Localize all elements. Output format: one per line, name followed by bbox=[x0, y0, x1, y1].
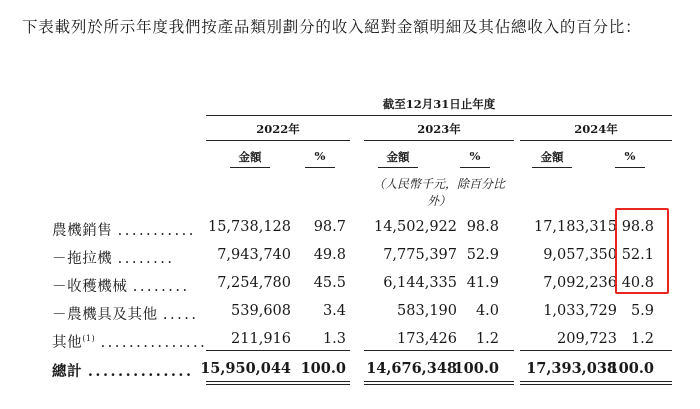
year-header-2022: 2022年 bbox=[256, 122, 300, 136]
subtotal-rule bbox=[520, 350, 672, 351]
table-cell: 4.0 bbox=[475, 303, 499, 319]
table-cell: 52.9 bbox=[466, 247, 499, 263]
col-rule bbox=[615, 167, 645, 168]
row-label-text: 農機銷售 bbox=[52, 223, 113, 239]
row-harvesters-label bbox=[52, 275, 190, 296]
intro-paragraph: 下表載列於所示年度我們按產品類別劃分的收入絕對金額明細及其佔總收入的百分比： bbox=[22, 18, 642, 36]
unit-note: （人民幣千元，除百分比外） bbox=[372, 177, 505, 208]
table-cell: 41.9 bbox=[466, 275, 499, 291]
table-cell: 211,916 bbox=[231, 331, 291, 347]
col-percent-2024: % bbox=[624, 149, 636, 163]
total-double-rule bbox=[364, 381, 514, 382]
col-rule bbox=[305, 167, 335, 168]
table-cell: 98.7 bbox=[313, 219, 346, 235]
leader-dots: ........... bbox=[117, 223, 196, 239]
table-cell: 45.5 bbox=[313, 275, 346, 291]
leader-dots: ........ bbox=[132, 279, 190, 295]
subtotal-rule bbox=[364, 350, 514, 351]
table-cell: 3.4 bbox=[322, 303, 346, 319]
highlight-box bbox=[615, 208, 669, 294]
header-rule bbox=[206, 115, 672, 116]
row-machinery-sales-label bbox=[52, 219, 196, 240]
table-cell: 1,033,729 bbox=[543, 303, 617, 319]
table-cell: 14,676,348 bbox=[366, 360, 457, 377]
leader-dots: ........ bbox=[117, 251, 175, 267]
table-cell: 17,183,315 bbox=[533, 219, 617, 235]
row-label-text: －拖拉機 bbox=[52, 251, 113, 267]
col-amount-2023: 金額 bbox=[386, 150, 410, 164]
table-cell: 1.2 bbox=[630, 331, 654, 347]
total-double-rule bbox=[206, 384, 350, 385]
col-rule bbox=[460, 167, 490, 168]
total-double-rule bbox=[364, 384, 514, 385]
table-cell: 49.8 bbox=[313, 247, 346, 263]
table-cell: 15,738,128 bbox=[207, 219, 291, 235]
total-double-rule bbox=[520, 381, 672, 382]
table-cell: 98.8 bbox=[466, 219, 499, 235]
year-header-2023: 2023年 bbox=[417, 122, 461, 136]
table-cell: 173,426 bbox=[397, 331, 457, 347]
col-rule bbox=[230, 167, 270, 168]
table-cell: 15,950,044 bbox=[200, 360, 291, 377]
year-header-2024: 2024年 bbox=[574, 122, 618, 136]
year-rule-2024 bbox=[520, 140, 672, 141]
table-cell: 100.0 bbox=[453, 360, 499, 377]
col-amount-2022: 金額 bbox=[238, 150, 262, 164]
table-cell: 7,254,780 bbox=[217, 275, 291, 291]
row-total-label bbox=[52, 360, 194, 381]
row-implements-others-label bbox=[52, 303, 198, 324]
table-cell: 583,190 bbox=[397, 303, 457, 319]
col-rule bbox=[532, 167, 572, 168]
table-cell: 52.1 bbox=[621, 247, 654, 263]
col-rule bbox=[378, 167, 418, 168]
table-cell: 98.8 bbox=[621, 219, 654, 235]
table-cell: 5.9 bbox=[630, 303, 654, 319]
table-cell: 100.0 bbox=[608, 360, 654, 377]
table-cell: 6,144,335 bbox=[383, 275, 457, 291]
total-double-rule bbox=[206, 381, 350, 382]
year-rule-2022 bbox=[206, 140, 350, 141]
table-cell: 1.2 bbox=[475, 331, 499, 347]
total-double-rule bbox=[520, 384, 672, 385]
col-amount-2024: 金額 bbox=[540, 150, 564, 164]
leader-dots: ..... bbox=[162, 307, 199, 323]
year-rule-2023 bbox=[364, 140, 514, 141]
table-cell: 7,943,740 bbox=[217, 247, 291, 263]
table-cell: 209,723 bbox=[557, 331, 617, 347]
table-cell: 1.3 bbox=[322, 331, 346, 347]
table-cell: 539,608 bbox=[231, 303, 291, 319]
table-cell: 14,502,922 bbox=[373, 219, 457, 235]
row-label-text: －農機具及其他 bbox=[52, 307, 158, 323]
table-cell: 17,393,038 bbox=[526, 360, 617, 377]
table-cell: 7,775,397 bbox=[383, 247, 457, 263]
period-header: 截至12月31日止年度 bbox=[382, 97, 496, 111]
table-cell: 7,092,236 bbox=[543, 275, 617, 291]
footnote-marker: (1) bbox=[82, 334, 96, 344]
col-percent-2022: % bbox=[314, 149, 326, 163]
table-cell: 9,057,350 bbox=[543, 247, 617, 263]
table-cell: 40.8 bbox=[621, 275, 654, 291]
row-tractors-label bbox=[52, 247, 175, 268]
table-cell: 100.0 bbox=[300, 360, 346, 377]
row-label-text: 其他 bbox=[52, 335, 83, 351]
subtotal-rule bbox=[206, 350, 350, 351]
col-percent-2023: % bbox=[469, 149, 481, 163]
row-label-text: 總計 bbox=[52, 363, 83, 380]
row-label-text: －收穫機械 bbox=[52, 279, 128, 295]
leader-dots: .............. bbox=[87, 363, 194, 380]
leader-dots: ............... bbox=[100, 335, 208, 351]
